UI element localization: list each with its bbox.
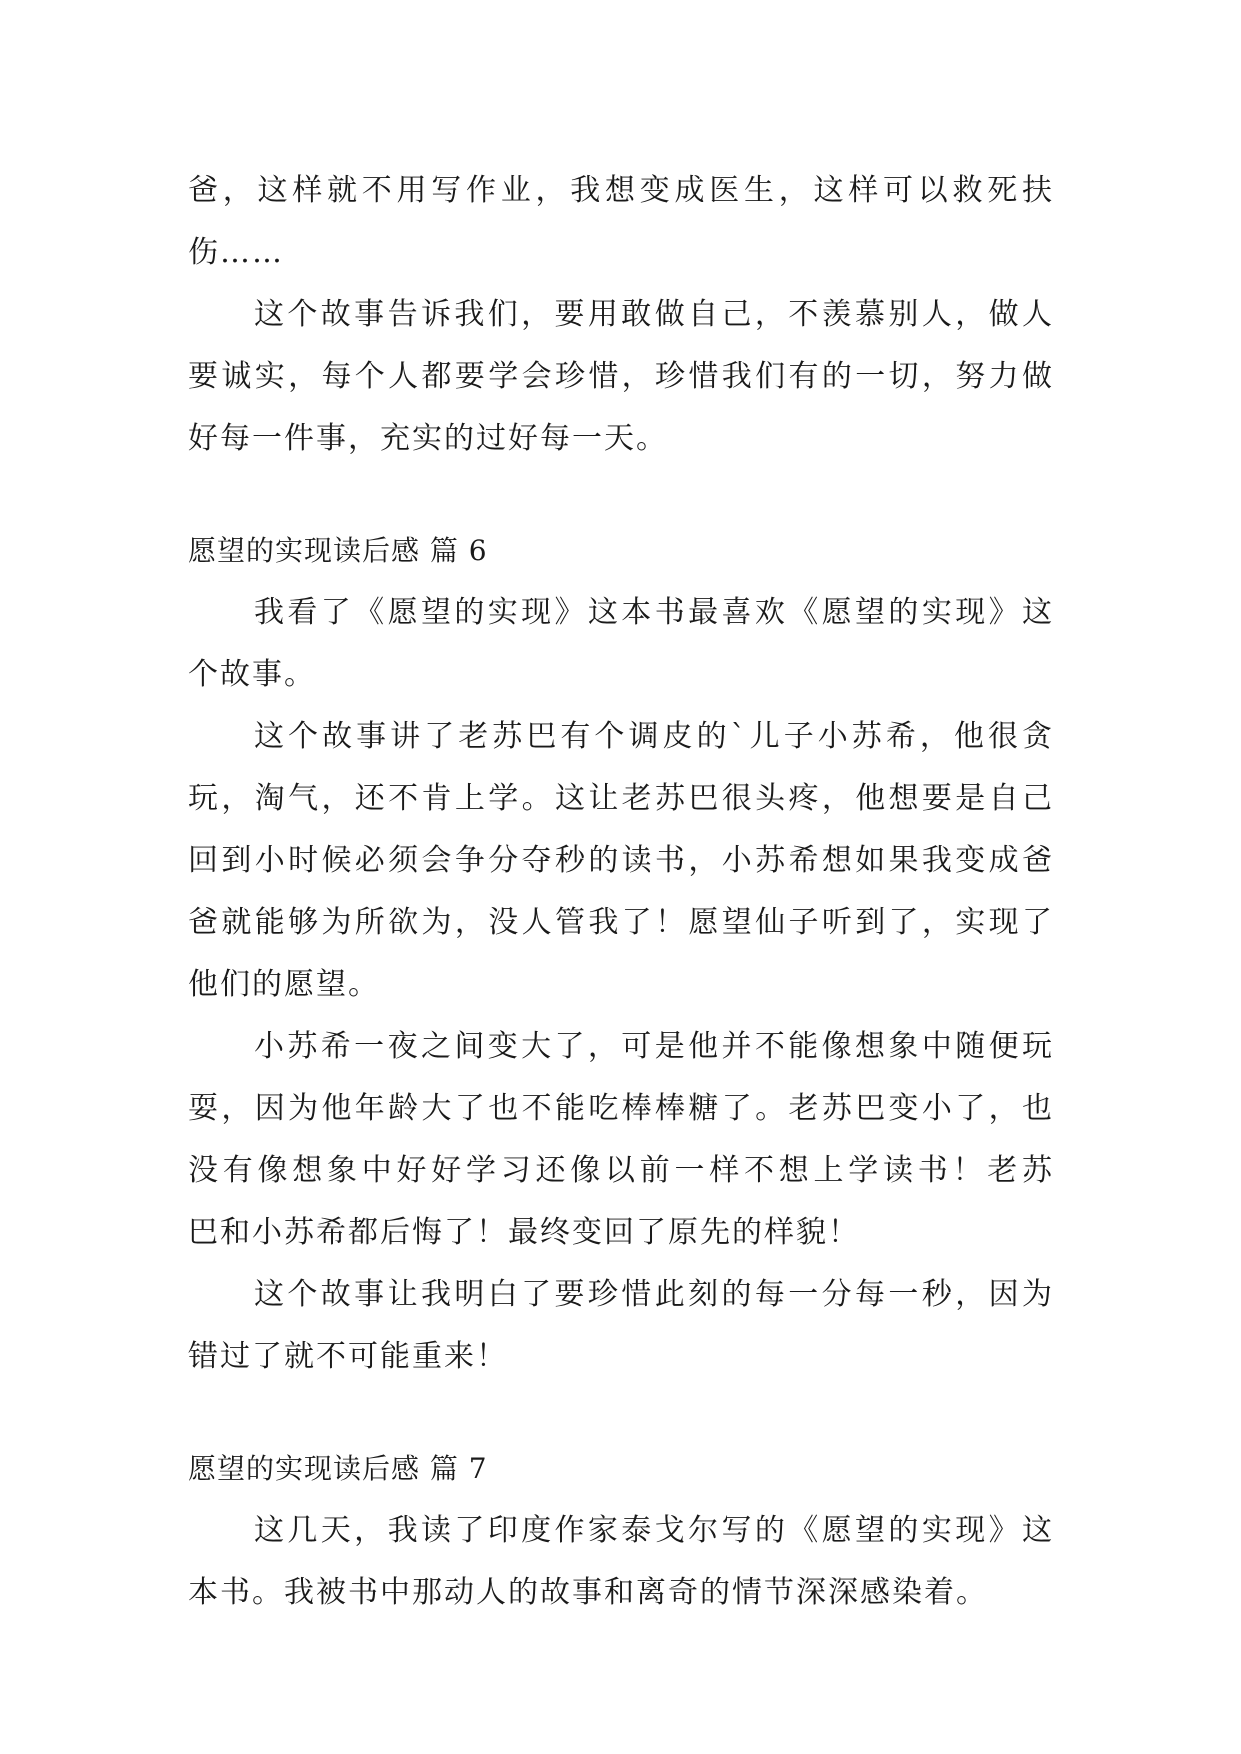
paragraph-line: 个故事。 [188, 657, 316, 692]
document-page [188, 160, 1054, 1624]
paragraph-line: 这个故事告诉我们，要用敢做自己，不羡慕别人，做人 [254, 297, 1054, 332]
section-gap [188, 1388, 1054, 1438]
paragraph-line: 爸就能够为所欲为，没人管我了！愿望仙子听到了，实现了 [188, 905, 1054, 940]
paragraph-line: 小苏希一夜之间变大了，可是他并不能像想象中随便玩 [254, 1029, 1054, 1064]
paragraph-line: 本书。我被书中那动人的故事和离奇的情节深深感染着。 [188, 1575, 988, 1610]
paragraph-line: 我看了《愿望的实现》这本书最喜欢《愿望的实现》这 [254, 595, 1054, 630]
paragraph-line: 爸，这样就不用写作业，我想变成医生，这样可以救死扶 [188, 173, 1054, 208]
section-gap [188, 470, 1054, 520]
paragraph-line: 他们的愿望。 [188, 967, 380, 1002]
paragraph-line: 错过了就不可能重来！ [188, 1339, 508, 1374]
paragraph-line: 回到小时候必须会争分夺秒的读书，小苏希想如果我变成爸 [188, 843, 1054, 878]
paragraph-line: 好每一件事，充实的过好每一天。 [188, 421, 668, 456]
paragraph-line: 耍，因为他年龄大了也不能吃棒棒糖了。老苏巴变小了，也 [188, 1091, 1054, 1126]
paragraph-line: 巴和小苏希都后悔了！最终变回了原先的样貌！ [188, 1215, 860, 1250]
section-heading: 愿望的实现读后感 篇 7 [188, 1452, 488, 1485]
paragraph-line: 这个故事讲了老苏巴有个调皮的`儿子小苏希，他很贪 [254, 719, 1054, 754]
paragraph-line: 没有像想象中好好学习还像以前一样不想上学读书！老苏 [188, 1153, 1054, 1188]
paragraph-line: 这几天，我读了印度作家泰戈尔写的《愿望的实现》这 [254, 1513, 1054, 1548]
section-heading: 愿望的实现读后感 篇 6 [188, 534, 488, 567]
paragraph-line: 玩，淘气，还不肯上学。这让老苏巴很头疼，他想要是自己 [188, 781, 1054, 816]
paragraph-line: 这个故事让我明白了要珍惜此刻的每一分每一秒，因为 [254, 1277, 1054, 1312]
paragraph-line: 要诚实，每个人都要学会珍惜，珍惜我们有的一切，努力做 [188, 359, 1054, 394]
paragraph-line: 伤…… [188, 235, 284, 270]
